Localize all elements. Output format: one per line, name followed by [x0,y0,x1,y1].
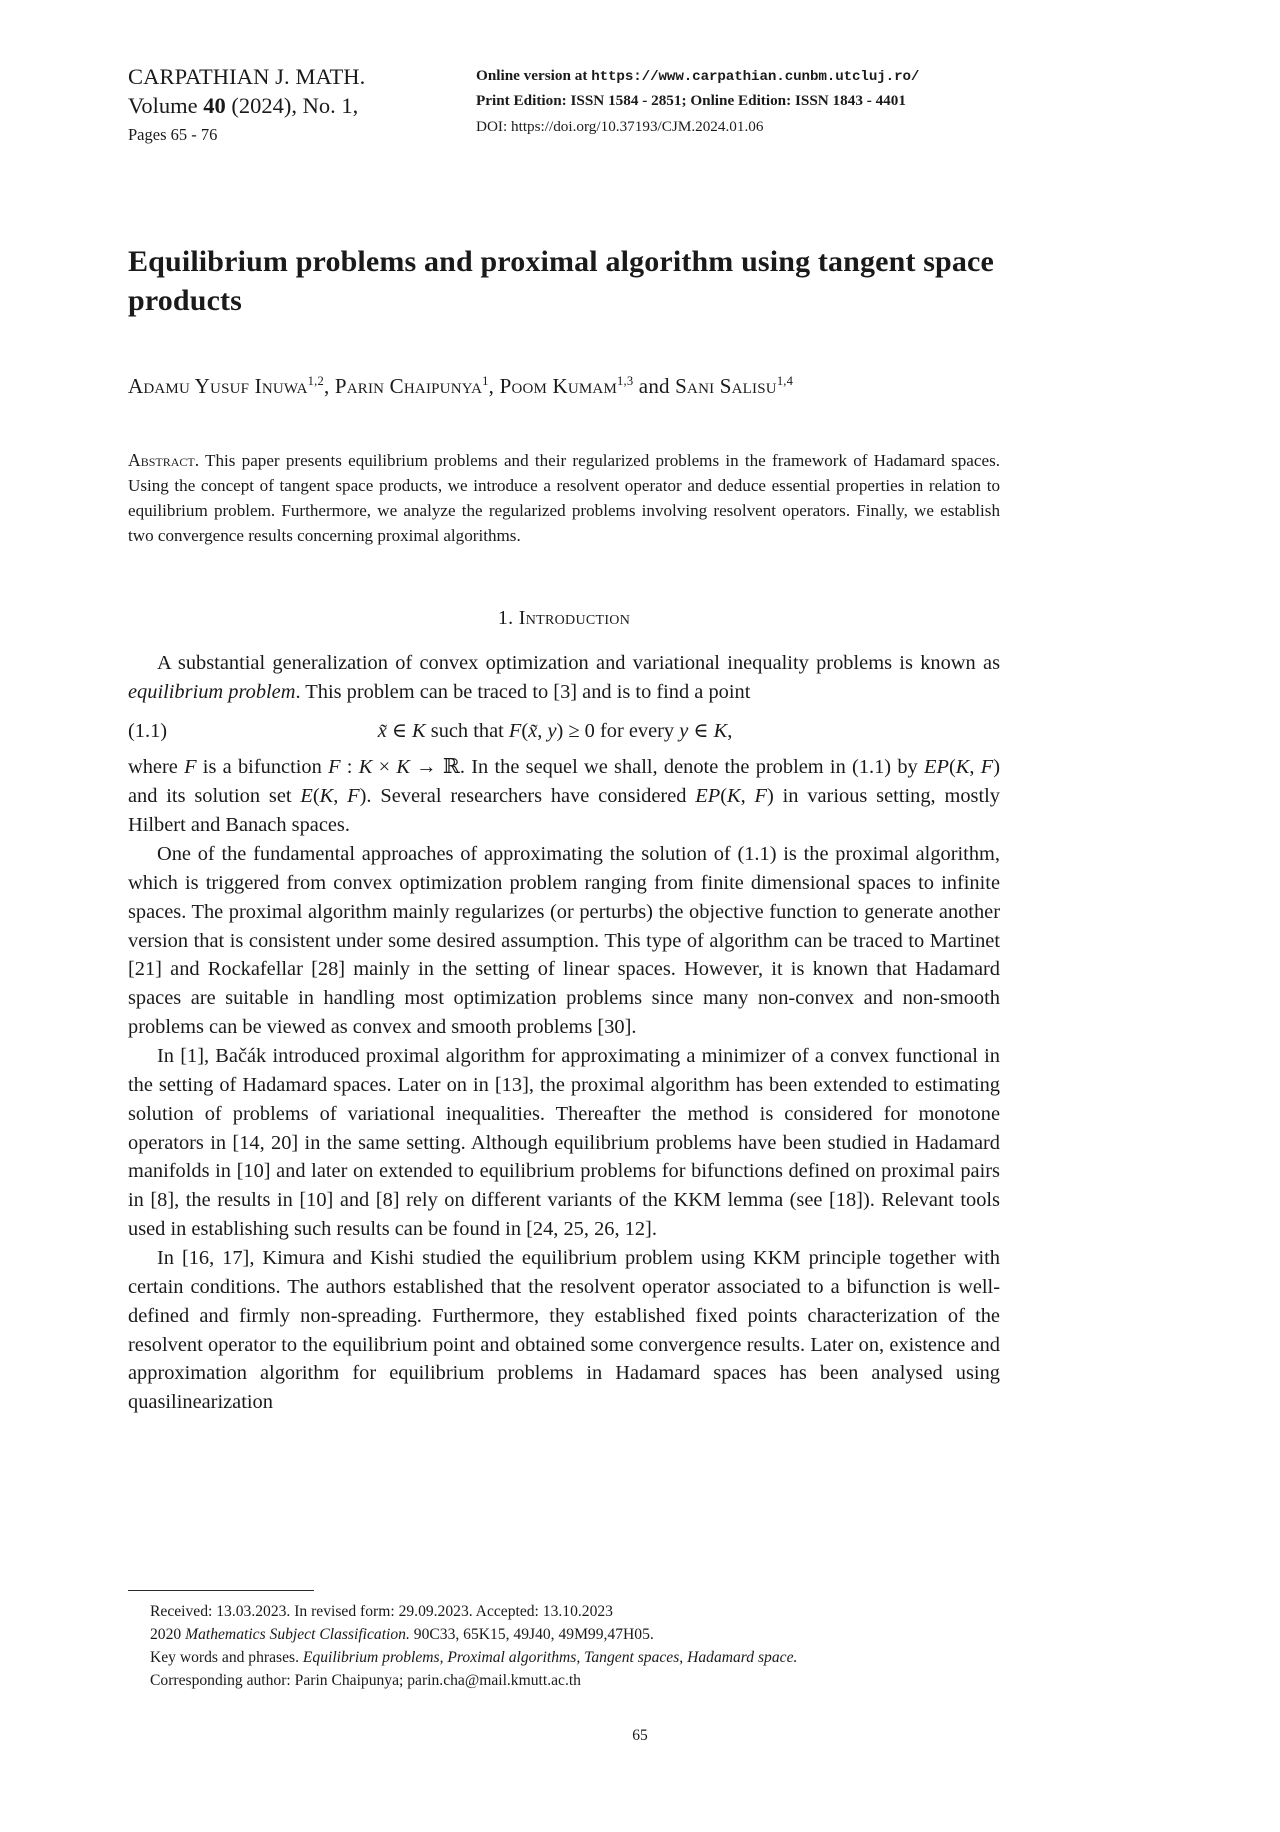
author-name-1: Adamu Yusuf Inuwa [128,374,308,398]
author-list: Adamu Yusuf Inuwa$^{1,2}$, Parin Chaipunya$^1$, Poom Kumam$^{1,3}$ and Sani Salisu$^{1,4}$ [128,374,794,398]
author-name-2: Parin Chaipunya [334,374,483,398]
journal-name: CARPATHIAN J. MATH. [128,64,366,89]
paragraph-5: In [16, 17], Kimura and Kishi studied the equilibrium problem using KKM principle together with certain conditions. The authors established that the resolvent operator associated to a bifunction is well-defined and firmly non-spreading. Furthermore, they established fixed points characterization of the resolvent operator to the equilibrium point and obtained some convergence results. Later on, existence and approximation algorithm for equilibrium problems in Hadamard spaces has been analysed using quasilinearization [128,1246,1000,1414]
footnote-corresponding-author: Corresponding author: Parin Chaipunya; parin.cha@mail.kmutt.ac.th [150,1672,581,1690]
section-number: 1. [497,606,514,629]
masthead [128,0,1000,174]
msc-year: 2020 [150,1626,186,1644]
online-version-label: Online version at [476,67,592,84]
keywords-label: Key words and phrases. [150,1649,303,1667]
author-affiliation-4: 1,4 [776,374,794,388]
equation-body: x̃ ∈ K such that F(x̃, y) ≥ 0 for every y ∈ K, [377,719,733,742]
section-title: Introduction [518,606,631,629]
equation-1-1: (1.1) x̃ ∈ K such that F(x̃, y) ≥ 0 for every y ∈ K, [128,717,1000,746]
publication-info-block [476,64,1006,139]
page-number: 65 [632,1727,648,1744]
abstract [128,448,1000,548]
section-heading-introduction [128,607,1000,630]
keywords-value: Equilibrium problems, Proximal algorithms, Tangent spaces, Hadamard space. [302,1649,798,1667]
journal-identity-block [128,62,458,145]
page-content [128,0,1000,1417]
footnote-keywords [128,1646,1000,1669]
journal-url[interactable]: https://www.carpathian.cunbm.utcluj.ro/ [591,69,920,85]
msc-codes: 90C33, 65K15, 49J40, 49M99,47H05. [409,1626,654,1644]
page-title: Equilibrium problems and proximal algorithm using tangent space products [128,245,994,317]
volume-prefix: Volume [128,93,204,119]
footnote-received: Received: 13.03.2023. In revised form: 29.09.2023. Accepted: 13.10.2023 [150,1603,613,1621]
author-affiliation-2: 1 [482,374,489,388]
online-version-line [476,64,1006,89]
author-name-3: Poom Kumam [499,374,617,398]
author-affiliation-3: 1,3 [617,374,634,388]
author-name-4: Sani Salisu [675,374,777,398]
doi-line[interactable]: DOI: https://doi.org/10.37193/CJM.2024.01.06 [476,117,764,135]
body-text [128,649,1000,1417]
author-affiliation-1: 1,2 [307,374,324,388]
volume-number: 40 [203,93,226,119]
abstract-text: This paper presents equilibrium problems and their regularized problems in the framework of Hadamard spaces. Using the concept of tangent space products, we introduce a resolvent operator and deduce essential properties in relation to equilibrium problem. Furthermore, we analyze the regularized problems involving resolvent operators. Finally, we establish two convergence results concerning proximal algorithms. [128,451,1000,545]
footnote-msc [128,1623,1000,1646]
paragraph-3: One of the fundamental approaches of approximating the solution of (1.1) is the proximal algorithm, which is triggered from convex optimization problem ranging from finite dimensional spaces to infinite spaces. The proximal algorithm mainly regularizes (or perturbs) the objective function to generate another version that is consistent under some desired assumption. This type of algorithm can be traced to Martinet [21] and Rockafellar [28] mainly in the setting of linear spaces. However, it is known that Hadamard spaces are suitable in handling most optimization problems since many non-convex and non-smooth problems can be viewed as convex and smooth problems [30]. [128,842,1000,1039]
author-conjunction: and [638,374,670,398]
journal-pages: Pages 65 - 76 [128,124,218,144]
journal-volume-line [128,91,458,120]
paragraph-2: where F is a bifunction F : K × K → ℝ. In the sequel we shall, denote the problem in (1.1) by EP(K, F) and its solution set E(K, F). Several researchers have considered EP(K, F) in various setting, mostly Hilbert and Banach spaces. [128,756,1000,837]
paragraph-1: A substantial generalization of convex optimization and variational inequality problems is known as equilibrium problem. This problem can be traced to [3] and is to find a point [128,651,1000,703]
footnote-rule [128,1590,314,1591]
abstract-label: Abstract. [128,450,200,471]
issn-line: Print Edition: ISSN 1584 - 2851; Online Edition: ISSN 1843 - 4401 [476,92,906,109]
msc-label: Mathematics Subject Classification. [185,1626,410,1644]
paragraph-4: In [1], Bačák introduced proximal algorithm for approximating a minimizer of a convex functional in the setting of Hadamard spaces. Later on in [13], the proximal algorithm has been extended to estimating solution of problems of variational inequalities. Thereafter the method is considered for monotone operators in [14, 20] in the same setting. Although equilibrium problems have been studied in Hadamard manifolds in [10] and later on extended to equilibrium problems for bifunctions defined on proximal pairs in [8], the results in [10] and [8] rely on different variants of the KKM lemma (see [18]). Relevant tools used in establishing such results can be found in [24, 25, 26, 12]. [128,1044,1000,1241]
footnote-area [128,1590,1000,1692]
volume-suffix: (2024), No. 1, [225,93,359,119]
